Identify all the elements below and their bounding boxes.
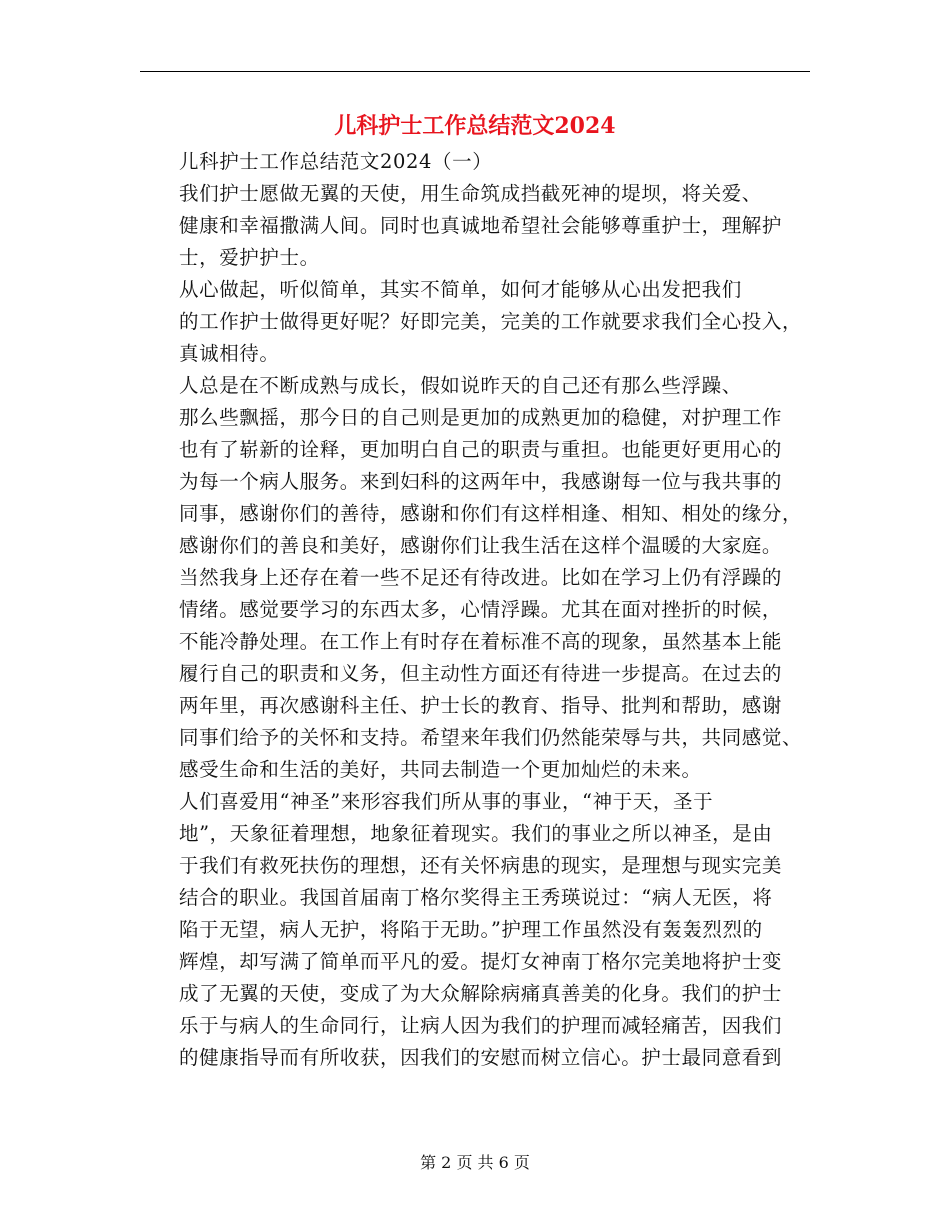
text-line: 不能冷静处理。在工作上有时存在着标准不高的现象，虽然基本上能 — [179, 630, 783, 653]
text-line: 也有了崭新的诠释，更加明白自己的职责与重担。也能更好更用心的 — [179, 438, 783, 461]
text-line: 我们护士愿做无翼的天使，用生命筑成挡截死神的堤坝，将关爱、 — [179, 182, 762, 205]
text-line: 同事，感谢你们的善待，感谢和你们有这样相逢、相知、相处的缘分， — [179, 502, 803, 525]
paragraph-3 — [140, 370, 812, 786]
text-line: 成了无翼的天使，变成了为大众解除病痛真善美的化身。我们的护士 — [179, 982, 783, 1005]
paragraph-2 — [140, 274, 812, 370]
page-number-footer: 第 2 页 共 6 页 — [420, 1153, 530, 1172]
text-line: 士，爱护护士。 — [179, 246, 320, 269]
text-line: 履行自己的职责和义务，但主动性方面还有待进一步提高。在过去的 — [179, 662, 783, 685]
text-line: 乐于与病人的生命同行，让病人因为我们的护理而减轻痛苦，因我们 — [179, 1014, 783, 1037]
section-heading — [140, 146, 812, 178]
text-line: 于我们有救死扶伤的理想，还有关怀病患的现实，是理想与现实完美 — [179, 854, 783, 877]
text-line: 情绪。感觉要学习的东西太多，心情浮躁。尤其在面对挫折的时候， — [179, 598, 783, 621]
text-line: 的健康指导而有所收获，因我们的安慰而树立信心。护士最同意看到 — [179, 1046, 783, 1069]
text-line: 真诚相待。 — [179, 342, 280, 365]
text-line: 为每一个病人服务。来到妇科的这两年中，我感谢每一位与我共事的 — [179, 470, 783, 493]
text-line: 同事们给予的关怀和支持。希望来年我们仍然能荣辱与共，共同感觉、 — [179, 726, 803, 749]
document-body — [140, 146, 812, 1074]
text-line: 健康和幸福撒满人间。同时也真诚地希望社会能够尊重护士，理解护 — [179, 214, 783, 237]
text-line: 地”，天象征着理想，地象征着现实。我们的事业之所以神圣，是由 — [179, 822, 773, 845]
text-line: 两年里，再次感谢科主任、护士长的教育、指导、批判和帮助，感谢 — [179, 694, 783, 717]
text-line: 人总是在不断成熟与成长，假如说昨天的自己还有那么些浮躁、 — [179, 374, 742, 397]
text-line: 的工作护士做得更好呢？好即完美，完美的工作就要求我们全心投入， — [179, 310, 803, 333]
text-line: 感受生命和生活的美好，共同去制造一个更加灿烂的未来。 — [179, 758, 702, 781]
header-rule — [140, 71, 810, 72]
paragraph-4 — [140, 786, 812, 1074]
text-line: 感谢你们的善良和美好，感谢你们让我生活在这样个温暖的大家庭。 — [179, 534, 783, 557]
text-line: 人们喜爱用“神圣”来形容我们所从事的事业，“神于天，圣于 — [179, 790, 714, 813]
text-line: 结合的职业。我国首届南丁格尔奖得主王秀瑛说过：“病人无医，将 — [179, 886, 773, 909]
text-line: 从心做起，听似简单，其实不简单，如何才能够从心出发把我们 — [179, 278, 742, 301]
document-title: 儿科护士工作总结范文2024 — [334, 113, 616, 139]
text-line: 陷于无望，病人无护，将陷于无助。”护理工作虽然没有轰轰烈烈的 — [179, 918, 763, 941]
text-line: 辉煌，却写满了简单而平凡的爱。提灯女神南丁格尔完美地将护士变 — [179, 950, 783, 973]
text-line: 当然我身上还存在着一些不足还有待改进。比如在学习上仍有浮躁的 — [179, 566, 783, 589]
section-heading-text: 儿科护士工作总结范文2024（一） — [179, 150, 493, 173]
paragraph-1 — [140, 178, 812, 274]
text-line: 那么些飘摇，那今日的自己则是更加的成熟更加的稳健，对护理工作 — [179, 406, 783, 429]
